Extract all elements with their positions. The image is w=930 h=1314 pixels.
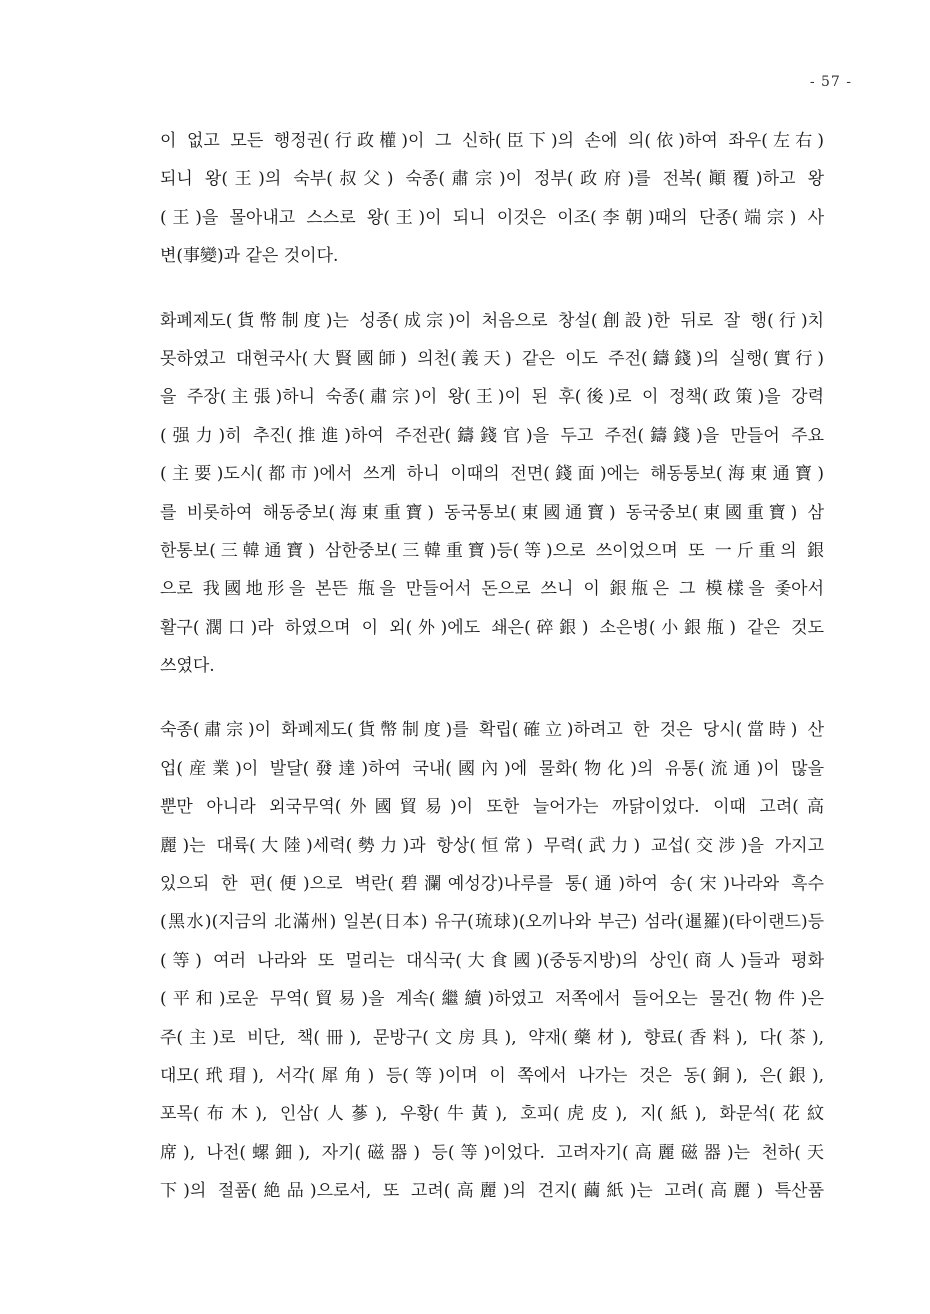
text-line: 숙종(肅宗)이 화폐제도(貨幣制度)를 확립(確立)하려고 한 것은 당시(當時) 산 [160, 720, 824, 741]
text-line: 되니 왕(王)의 숙부(叔父) 숙종(肅宗)이 정부(政府)를 전복(顚覆)하고 왕 [160, 169, 824, 190]
text-line: 활구(濶口)라 하였으며 이 외(外)에도 쇄은(碎銀) 소은병(小銀甁) 같은 것도 [160, 617, 824, 638]
text-line: (强力)히 추진(推進)하여 주전관(鑄錢官)을 두고 주전(鑄錢)을 만들어 주요 [160, 425, 824, 446]
text-line: 席), 나전(螺鈿), 자기(磁器) 등(等)이었다. 고려자기(高麗磁器)는 천하(天 [160, 1142, 824, 1163]
text-line: 으로 我國地形을 본뜬 甁을 만들어서 돈으로 쓰니 이 銀甁은 그 模樣을 좇아서 [160, 579, 824, 600]
text-line: 포목(布木), 인삼(人蔘), 우황(牛黃), 호피(虎皮), 지(紙), 화문석(花紋 [160, 1104, 824, 1125]
text-line: (平和)로운 무역(貿易)을 계속(繼續)하였고 저쪽에서 들어오는 물건(物件)은 [160, 989, 824, 1010]
text-line: 있으되 한 편(便)으로 벽란(碧瀾예성강)나루를 통(通)하여 송(宋)나라와 흑수 [160, 874, 824, 895]
paragraph-1 [160, 122, 824, 276]
text-line: 화폐제도(貨幣制度)는 성종(成宗)이 처음으로 창설(創設)한 뒤로 잘 행(行)치 [160, 310, 824, 331]
text-line: 변(事變)과 같은 것이다. [160, 246, 339, 267]
body-text [160, 122, 824, 1237]
text-line: 한통보(三韓通寶) 삼한중보(三韓重寶)등(等)으로 쓰이었으며 또 一斤重의 銀 [160, 540, 824, 561]
text-line: 麗)는 대륙(大陸)세력(勢力)과 항상(恒常) 무력(武力) 교섭(交涉)을 가지고 [160, 835, 824, 856]
text-line: 업(産業)이 발달(發達)하여 국내(國內)에 물화(物化)의 유통(流通)이 많을 [160, 758, 824, 779]
text-line: (王)을 몰아내고 스스로 왕(王)이 되니 이것은 이조(李朝)때의 단종(端宗) 사 [160, 207, 824, 228]
page-number: - 57 - [809, 74, 852, 90]
text-line: (等) 여러 나라와 또 멀리는 대식국(大食國)(중동지방)의 상인(商人)들과 평화 [160, 950, 824, 971]
text-line: 를 비롯하여 해동중보(海東重寶) 동국통보(東國通寶) 동국중보(東國重寶) 삼 [160, 502, 824, 523]
text-line: (主要)도시(都市)에서 쓰게 하니 이때의 전면(錢面)에는 해동통보(海東通寶) [160, 464, 824, 485]
text-line: (黑水)(지금의 北滿州) 일본(日本) 유구(琉球)(오끼나와 부근) 섬라(暹羅)(타이랜드)등 [160, 912, 824, 933]
text-line: 대모(玳瑁), 서각(犀角) 등(等)이며 이 쪽에서 나가는 것은 동(銅), 은(銀), [160, 1065, 824, 1086]
text-line: 을 주장(主張)하니 숙종(肅宗)이 왕(王)이 된 후(後)로 이 정책(政策)을 강력 [160, 387, 824, 408]
text-line: 뿐만 아니라 외국무역(外國貿易)이 또한 늘어가는 까닭이었다. 이때 고려(高 [160, 797, 824, 818]
text-line: 쓰였다. [160, 656, 215, 677]
text-line: 못하였고 대현국사(大賢國師) 의천(義天) 같은 이도 주전(鑄錢)의 실행(實行) [160, 348, 824, 369]
paragraph-2 [160, 302, 824, 686]
text-line: 下)의 절품(絶品)으로서, 또 고려(高麗)의 견지(繭紙)는 고려(高麗) 특산품 [160, 1181, 824, 1202]
text-line: 이 없고 모든 행정권(行政權)이 그 신하(臣下)의 손에 의(依)하여 좌우(左右) [160, 131, 824, 151]
paragraph-3 [160, 711, 824, 1210]
text-line: 주(主)로 비단, 책(冊), 문방구(文房具), 약재(藥材), 향료(香料), 다(茶), [160, 1027, 824, 1048]
